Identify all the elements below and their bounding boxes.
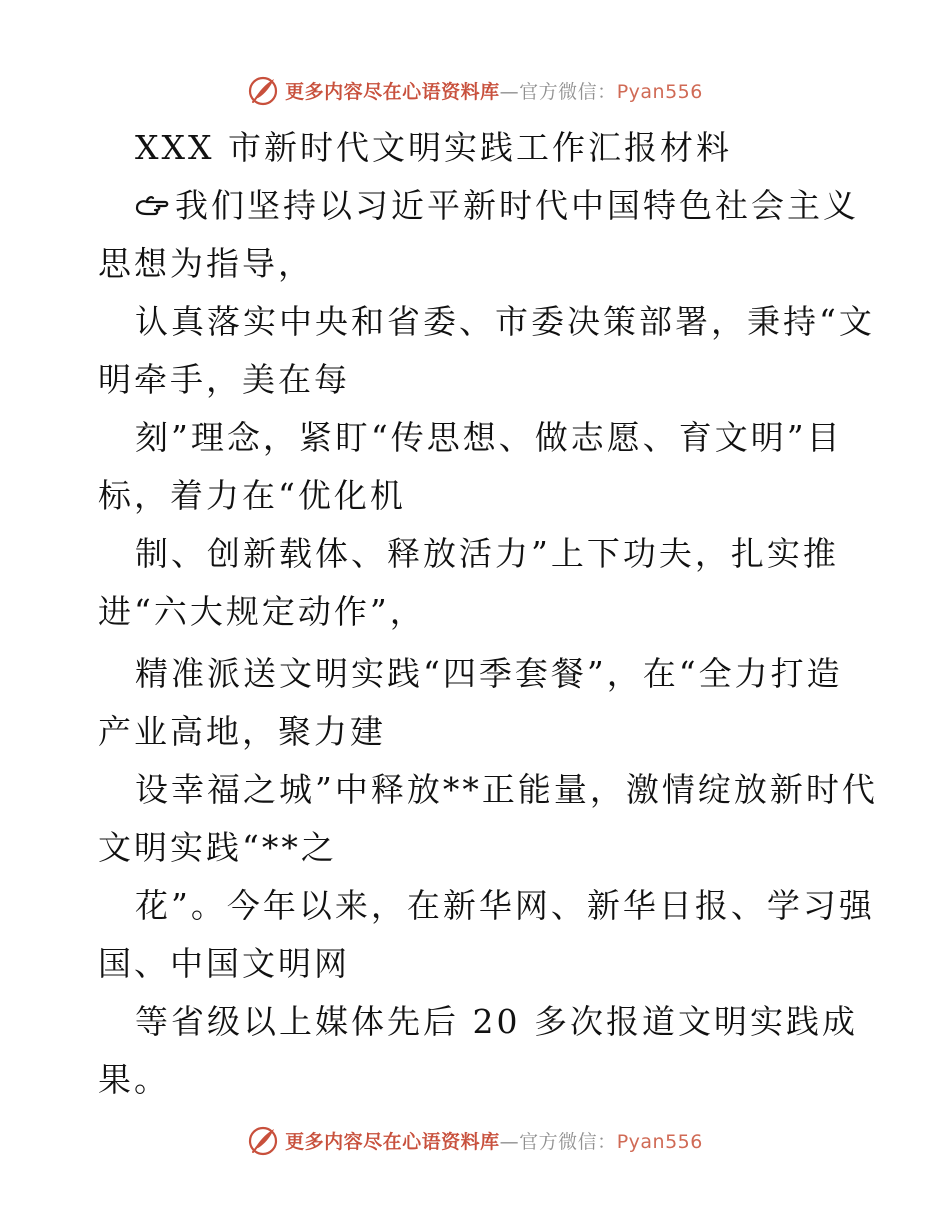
paragraph-line: 花”。今年以来，在新华网、新华日报、学习强 bbox=[135, 886, 875, 925]
paragraph-line: 产业高地，聚力建 bbox=[98, 712, 386, 751]
paragraph-line: 等省级以上媒体先后 20 多次报道文明实践成 bbox=[135, 1002, 858, 1041]
paragraph-line: 认真落实中央和省委、市委决策部署，秉持“文 bbox=[135, 302, 875, 341]
watermark-label: —官方微信： bbox=[499, 80, 617, 103]
paragraph-line: 明牵手，美在每 bbox=[98, 360, 350, 399]
paragraph-line: 果。 bbox=[98, 1060, 170, 1099]
paragraph-line: 制、创新载体、释放活力”上下功夫，扎实推 bbox=[135, 534, 839, 573]
paragraph-line: 精准派送文明实践“四季套餐”，在“全力打造 bbox=[135, 654, 843, 693]
document-title: XXX 市新时代文明实践工作汇报材料 bbox=[135, 128, 732, 167]
footer-watermark bbox=[0, 1120, 950, 1160]
paragraph-line: 文明实践“**之 bbox=[98, 828, 337, 867]
watermark-title: 更多内容尽在心语资料库 bbox=[285, 1130, 500, 1153]
paragraph-line: 刻”理念，紧盯“传思想、做志愿、育文明”目 bbox=[135, 418, 843, 457]
quill-pen-logo-icon bbox=[247, 1124, 279, 1156]
paragraph-text: 我们坚持以习近平新时代中国特色社会主义 bbox=[175, 186, 859, 225]
paragraph-line: 思想为指导， bbox=[98, 244, 314, 283]
paragraph-line bbox=[135, 186, 859, 226]
watermark-label: —官方微信： bbox=[499, 1130, 617, 1153]
paragraph-line: 国、中国文明网 bbox=[98, 944, 350, 983]
watermark-text bbox=[285, 1127, 703, 1154]
watermark-wechat-id: Pyan556 bbox=[616, 80, 703, 103]
watermark-title: 更多内容尽在心语资料库 bbox=[285, 80, 500, 103]
paragraph-line: 进“六大规定动作”， bbox=[98, 592, 426, 631]
paragraph-line: 设幸福之城”中释放**正能量，激情绽放新时代 bbox=[135, 770, 878, 809]
watermark-wechat-id: Pyan556 bbox=[616, 1130, 703, 1153]
hand-pointing-icon bbox=[135, 190, 173, 220]
paragraph-line: 标，着力在“优化机 bbox=[98, 476, 406, 515]
